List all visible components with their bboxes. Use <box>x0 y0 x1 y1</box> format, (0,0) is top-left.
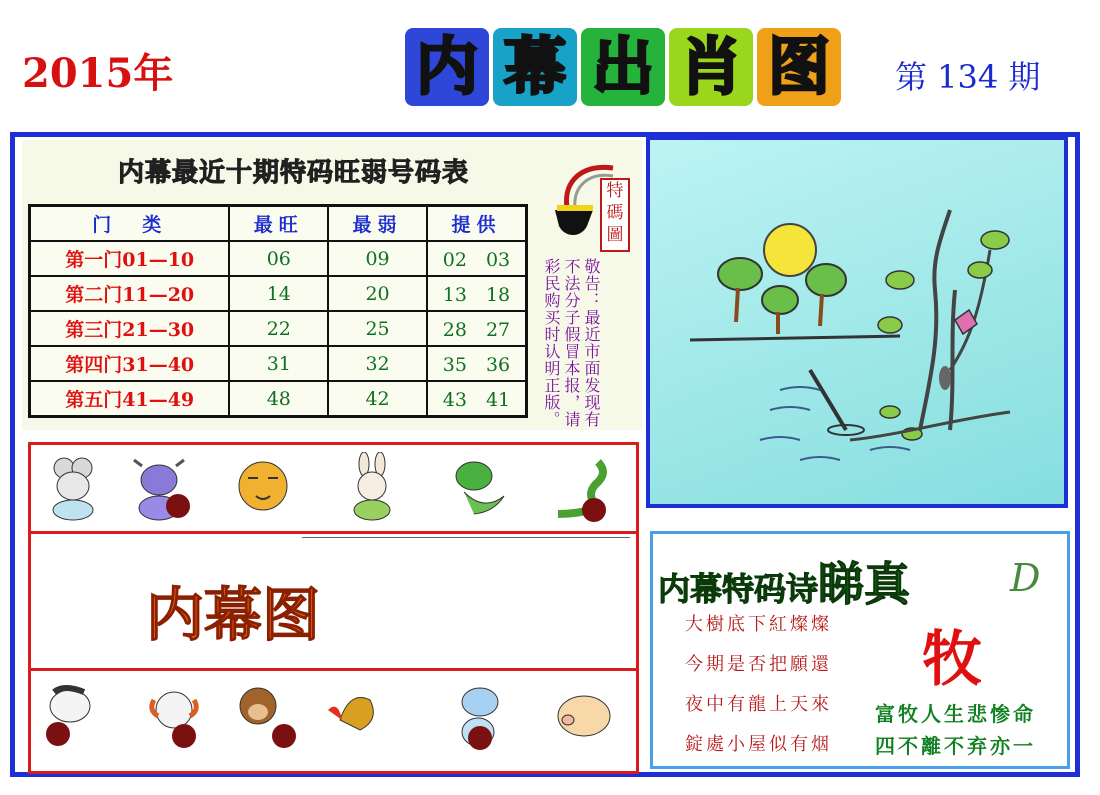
rabbit-icon <box>336 452 406 522</box>
snake-icon <box>548 452 618 522</box>
watermark-line <box>302 537 630 538</box>
zodiac-line-1: 富牧人生悲惨命 <box>875 702 1036 726</box>
row-min: 42 <box>328 381 427 417</box>
goat-icon <box>138 680 208 750</box>
row-max: 31 <box>229 346 328 381</box>
poem-line-2: 今期是否把願還 <box>685 654 832 675</box>
logo-char-4: 肖 <box>669 28 753 106</box>
col-header-category: 门 类 <box>30 206 230 242</box>
poem-deco: D <box>1010 556 1041 600</box>
stamp-label: 特碼圖 <box>600 178 630 252</box>
row-provide: 13 18 <box>427 276 527 311</box>
notice-text: 敬告：最近市面发现有不法分子假冒本报，请彩民购买时认明正版。 <box>542 258 601 428</box>
row-max: 22 <box>229 311 328 346</box>
row-provide: 02 03 <box>427 241 527 276</box>
tree-moon-illustration <box>650 140 1064 504</box>
riddle-illustration <box>646 136 1068 508</box>
watermark-text: 内幕图 <box>146 581 321 649</box>
poem-title-big: 睇真 <box>818 557 911 611</box>
poem-answer: 牧 <box>922 625 982 695</box>
poem-line-4: 錠處小屋似有烟 <box>685 734 832 755</box>
logo-char-1: 内 <box>405 28 489 106</box>
logo-char-5: 图 <box>757 28 841 106</box>
row-max: 06 <box>229 241 328 276</box>
col-header-min: 最弱 <box>328 206 427 242</box>
row-max: 14 <box>229 276 328 311</box>
ox-icon <box>124 452 194 522</box>
row-min: 25 <box>328 311 427 346</box>
row-min: 20 <box>328 276 427 311</box>
poem-title-text: 内幕特码诗 <box>658 570 819 608</box>
row-min: 09 <box>328 241 427 276</box>
rat-icon <box>38 452 108 522</box>
issue-number: 第 134 期 <box>895 58 1041 96</box>
horse-icon <box>36 680 106 750</box>
zodiac-line-2: 四不離不弃亦一 <box>875 734 1036 758</box>
zodiac-divider-bottom <box>31 668 636 671</box>
row-label: 第一门01—10 <box>30 241 230 276</box>
dog-icon <box>444 680 514 750</box>
year-label: 2015年 <box>22 50 174 97</box>
monkey-icon <box>226 680 296 750</box>
table-title: 内幕最近十期特码旺弱号码表 <box>118 158 470 188</box>
poem-line-1: 大樹底下紅燦燦 <box>685 614 832 635</box>
logo-char-3: 出 <box>581 28 665 106</box>
row-provide: 35 36 <box>427 346 527 381</box>
col-header-max: 最旺 <box>229 206 328 242</box>
row-label: 第三门21—30 <box>30 311 230 346</box>
table-row <box>30 276 527 311</box>
row-provide: 43 41 <box>427 381 527 417</box>
logo-char-2: 幕 <box>493 28 577 106</box>
tiger-icon <box>228 452 298 522</box>
row-provide: 28 27 <box>427 311 527 346</box>
row-max: 48 <box>229 381 328 417</box>
table-row <box>30 311 527 346</box>
row-label: 第四门31—40 <box>30 346 230 381</box>
table-row <box>30 381 527 417</box>
pig-icon <box>548 680 618 750</box>
row-label: 第二门11—20 <box>30 276 230 311</box>
row-min: 32 <box>328 346 427 381</box>
table-row <box>30 346 527 381</box>
hot-cold-table <box>28 204 528 418</box>
rooster-icon <box>320 680 390 750</box>
row-label: 第五门41—49 <box>30 381 230 417</box>
poem-line-3: 夜中有龍上天來 <box>685 694 832 715</box>
table-row <box>30 241 527 276</box>
poem-title <box>658 548 910 614</box>
zodiac-divider-top <box>31 531 636 534</box>
col-header-provide: 提供 <box>427 206 527 242</box>
dragon-icon <box>444 452 514 522</box>
table-header-row <box>30 206 527 242</box>
title-logo <box>405 28 845 108</box>
